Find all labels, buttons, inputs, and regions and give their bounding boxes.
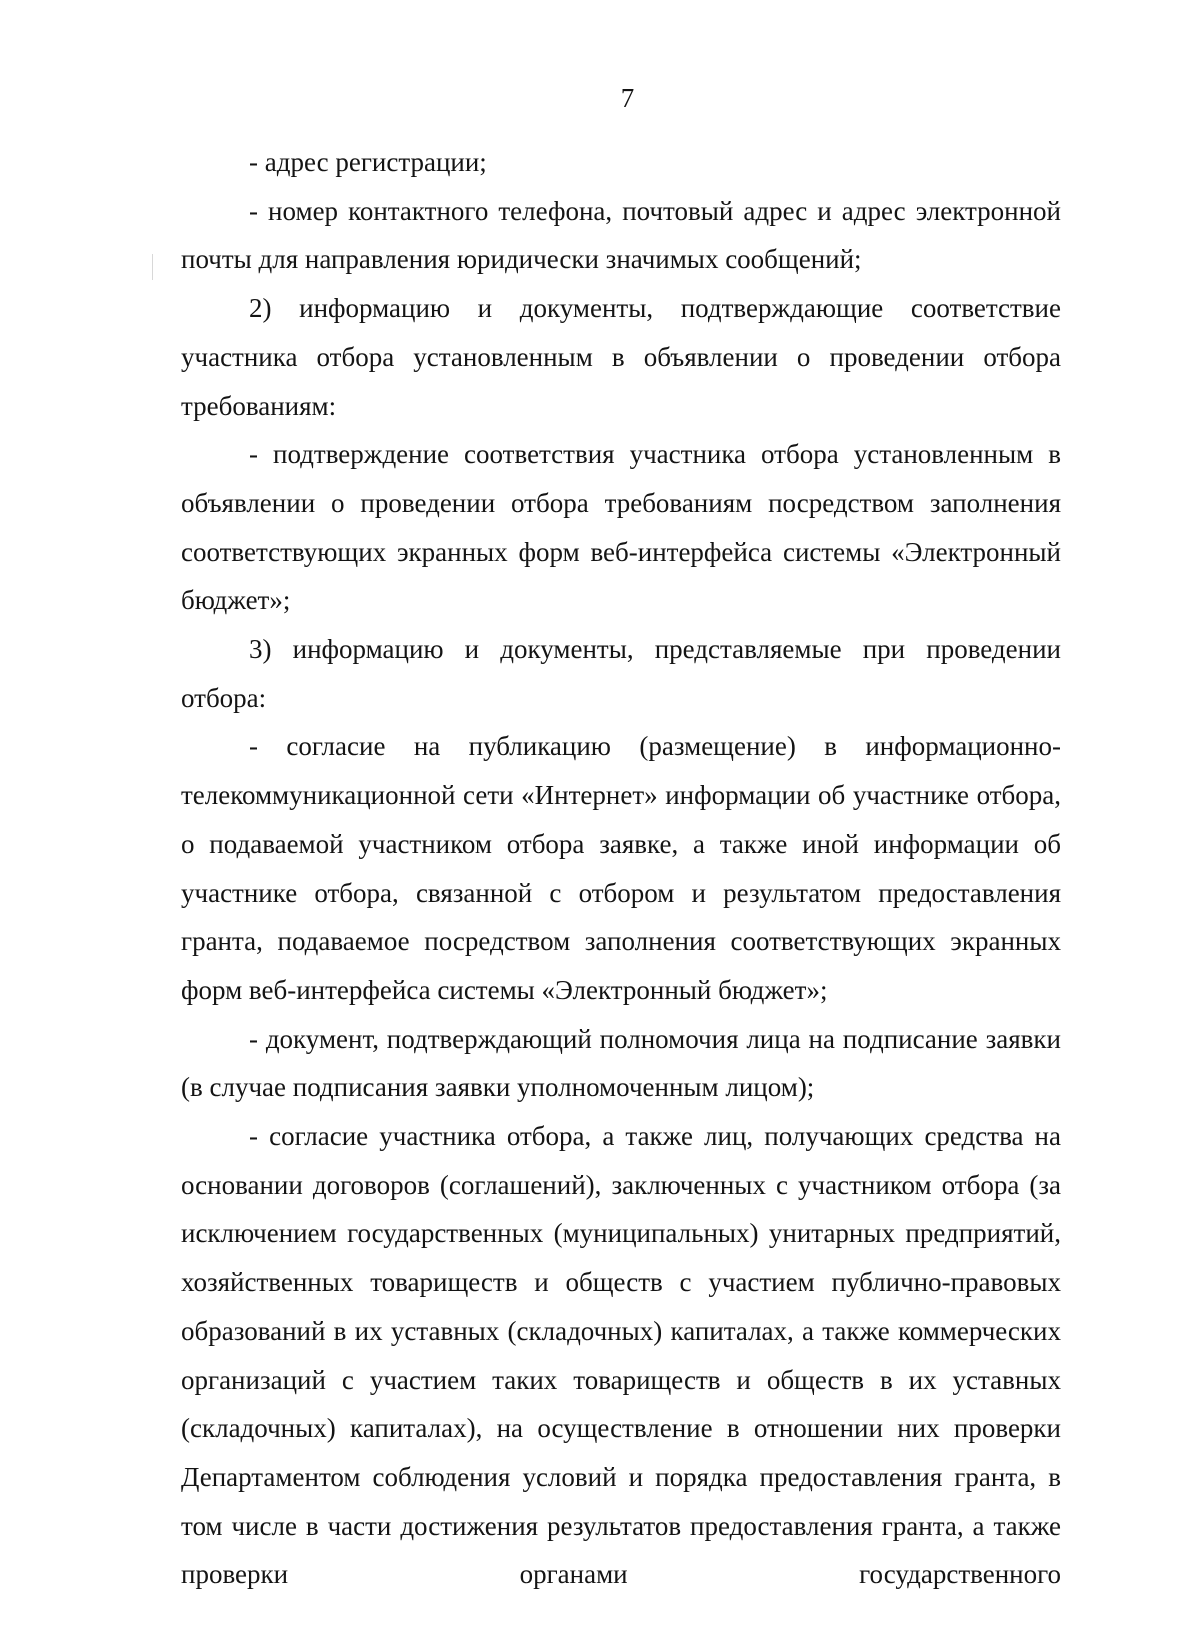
paragraph-registration-address: - адрес регистрации; — [249, 147, 487, 177]
paragraph-contact-info: - номер контактного телефона, почтовый адрес и адрес электронной почты для направления юридически значимых сообщений; — [181, 195, 1061, 275]
page-number: 7 — [620, 83, 635, 113]
document-body — [181, 138, 1061, 1599]
paragraph-inspection-consent: - согласие участника отбора, а также лиц, получающих средства на основании договоров (соглашений), заключенных с участником отбора (за исключением государственных (муниципальных) унитарных предприятий, хозяйственных товариществ и обществ с участием публично-правовых образований в их уставных (складочных) капиталах, а также коммерческих организаций с участием таких товариществ и обществ в их уставных (складочных) капиталах), на осуществление в отношении них проверки Департаментом соблюдения условий и порядка предоставления гранта, в том числе в части достижения результатов предоставления гранта, а также проверки органами государственного — [181, 1121, 1061, 1590]
paragraph-item-2: 2) информацию и документы, подтверждающие соответствие участника отбора установленным в объявлении о проведении отбора требованиям: — [181, 293, 1061, 421]
paragraph-compliance-confirmation: - подтверждение соответствия участника отбора установленным в объявлении о проведении отбора требованиям посредством заполнения соответствующих экранных форм веб-интерфейса системы «Электронный бюджет»; — [181, 439, 1061, 616]
paragraph-authority-document: - документ, подтверждающий полномочия лица на подписание заявки (в случае подписания заявки уполномоченным лицом); — [181, 1023, 1061, 1103]
scan-artifact — [152, 254, 153, 280]
paragraph-publication-consent: - согласие на публикацию (размещение) в информационно-телекоммуникационной сети «Интернет» информации об участнике отбора, о подаваемой участником отбора заявке, а также иной информации об участнике отбора, связанной с отбором и результатом предоставления гранта, подаваемое посредством заполнения соответствующих экранных форм веб-интерфейса системы «Электронный бюджет»; — [181, 731, 1061, 1005]
paragraph-item-3: 3) информацию и документы, представляемые при проведении отбора: — [181, 634, 1061, 713]
